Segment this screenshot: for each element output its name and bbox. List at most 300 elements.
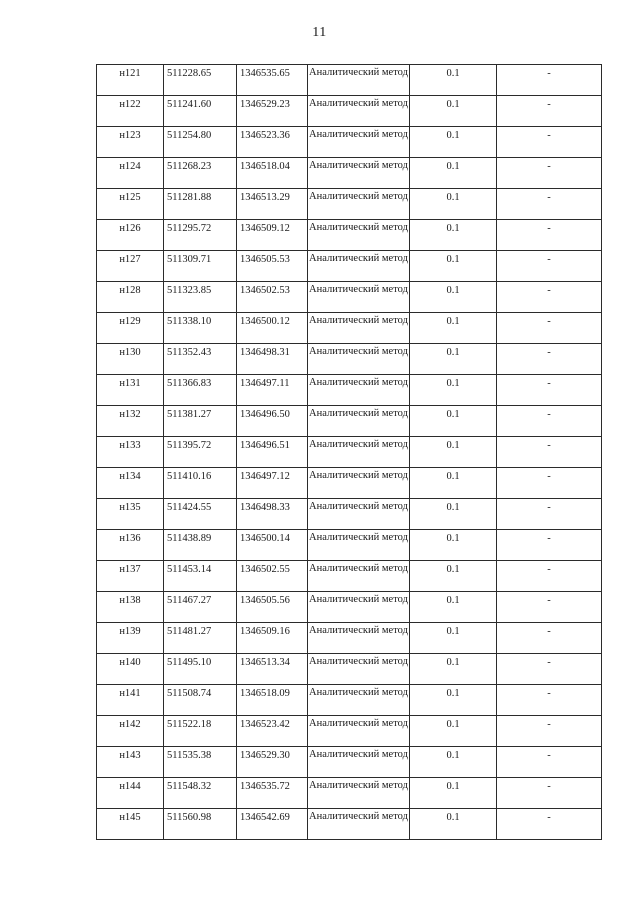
x-coordinate-cell [164,654,237,685]
point-id-text: н126 [119,223,141,234]
point-id-text: н134 [119,471,141,482]
accuracy-cell [410,530,497,561]
accuracy-text: 0.1 [446,750,460,761]
note-text: - [547,781,551,792]
note-text: - [547,316,551,327]
table-row [97,406,602,437]
x-coordinate-text: 511522.18 [167,719,212,730]
x-coordinate-text: 511281.88 [167,192,212,203]
y-coordinate-text: 1346498.31 [240,347,290,358]
accuracy-text: 0.1 [446,688,460,699]
x-coordinate-text: 511424.55 [167,502,212,513]
note-cell [497,809,602,840]
accuracy-text: 0.1 [446,285,460,296]
coordinates-table-body [97,65,602,840]
method-text: Аналитический метод [309,67,408,78]
note-cell [497,561,602,592]
x-coordinate-cell [164,96,237,127]
note-cell [497,313,602,344]
accuracy-cell [410,282,497,313]
point-id-text: н145 [119,812,141,823]
x-coordinate-text: 511381.27 [167,409,212,420]
x-coordinate-text: 511560.98 [167,812,212,823]
method-text: Аналитический метод [309,811,408,822]
method-cell [308,685,410,716]
point-id-cell [97,251,164,282]
x-coordinate-text: 511366.83 [167,378,212,389]
point-id-text: н143 [119,750,141,761]
y-coordinate-text: 1346502.53 [240,285,290,296]
method-cell [308,344,410,375]
accuracy-cell [410,313,497,344]
y-coordinate-text: 1346500.14 [240,533,290,544]
table-row [97,313,602,344]
table-row [97,96,602,127]
accuracy-text: 0.1 [446,161,460,172]
note-text: - [547,471,551,482]
accuracy-cell [410,344,497,375]
y-coordinate-text: 1346535.72 [240,781,290,792]
accuracy-cell [410,778,497,809]
y-coordinate-cell [237,530,308,561]
point-id-cell [97,747,164,778]
method-cell [308,747,410,778]
method-cell [308,561,410,592]
table-row [97,592,602,623]
y-coordinate-cell [237,809,308,840]
note-cell [497,654,602,685]
accuracy-cell [410,189,497,220]
x-coordinate-cell [164,65,237,96]
note-cell [497,344,602,375]
method-cell [308,778,410,809]
accuracy-text: 0.1 [446,781,460,792]
method-text: Аналитический метод [309,346,408,357]
y-coordinate-cell [237,468,308,499]
note-text: - [547,378,551,389]
note-text: - [547,68,551,79]
table-row [97,468,602,499]
y-coordinate-text: 1346513.34 [240,657,290,668]
x-coordinate-text: 511323.85 [167,285,212,296]
note-cell [497,189,602,220]
method-cell [308,375,410,406]
point-id-cell [97,716,164,747]
method-cell [308,65,410,96]
point-id-cell [97,623,164,654]
accuracy-cell [410,654,497,685]
accuracy-cell [410,685,497,716]
method-cell [308,716,410,747]
accuracy-text: 0.1 [446,719,460,730]
point-id-text: н142 [119,719,141,730]
note-text: - [547,595,551,606]
method-text: Аналитический метод [309,780,408,791]
point-id-text: н133 [119,440,141,451]
method-text: Аналитический метод [309,439,408,450]
x-coordinate-cell [164,251,237,282]
accuracy-cell [410,437,497,468]
point-id-cell [97,189,164,220]
note-text: - [547,130,551,141]
method-text: Аналитический метод [309,563,408,574]
accuracy-cell [410,375,497,406]
x-coordinate-text: 511254.80 [167,130,212,141]
table-row [97,561,602,592]
method-text: Аналитический метод [309,656,408,667]
method-cell [308,809,410,840]
method-cell [308,313,410,344]
y-coordinate-cell [237,158,308,189]
x-coordinate-text: 511410.16 [167,471,212,482]
method-text: Аналитический метод [309,315,408,326]
method-text: Аналитический метод [309,284,408,295]
table-row [97,530,602,561]
y-coordinate-cell [237,561,308,592]
method-cell [308,623,410,654]
note-text: - [547,564,551,575]
y-coordinate-cell [237,685,308,716]
point-id-cell [97,530,164,561]
accuracy-cell [410,592,497,623]
accuracy-cell [410,747,497,778]
accuracy-text: 0.1 [446,564,460,575]
x-coordinate-text: 511548.32 [167,781,212,792]
point-id-text: н127 [119,254,141,265]
x-coordinate-cell [164,623,237,654]
accuracy-text: 0.1 [446,471,460,482]
point-id-cell [97,499,164,530]
method-text: Аналитический метод [309,191,408,202]
y-coordinate-cell [237,189,308,220]
point-id-cell [97,654,164,685]
x-coordinate-text: 511309.71 [167,254,212,265]
x-coordinate-text: 511395.72 [167,440,212,451]
y-coordinate-text: 1346505.56 [240,595,290,606]
x-coordinate-cell [164,344,237,375]
method-cell [308,158,410,189]
point-id-cell [97,158,164,189]
coordinates-table [96,64,602,840]
y-coordinate-text: 1346497.11 [240,378,290,389]
accuracy-text: 0.1 [446,130,460,141]
accuracy-text: 0.1 [446,533,460,544]
x-coordinate-text: 511481.27 [167,626,212,637]
method-text: Аналитический метод [309,625,408,636]
note-text: - [547,347,551,358]
accuracy-text: 0.1 [446,626,460,637]
x-coordinate-cell [164,375,237,406]
y-coordinate-cell [237,778,308,809]
y-coordinate-text: 1346523.42 [240,719,290,730]
point-id-cell [97,437,164,468]
table-row [97,623,602,654]
note-cell [497,65,602,96]
accuracy-text: 0.1 [446,595,460,606]
method-text: Аналитический метод [309,470,408,481]
point-id-text: н137 [119,564,141,575]
method-cell [308,251,410,282]
table-row [97,716,602,747]
point-id-text: н123 [119,130,141,141]
x-coordinate-cell [164,561,237,592]
note-cell [497,778,602,809]
x-coordinate-cell [164,220,237,251]
accuracy-cell [410,499,497,530]
note-text: - [547,192,551,203]
table-row [97,654,602,685]
y-coordinate-text: 1346529.30 [240,750,290,761]
x-coordinate-cell [164,809,237,840]
y-coordinate-cell [237,406,308,437]
point-id-cell [97,685,164,716]
x-coordinate-text: 511453.14 [167,564,212,575]
method-text: Аналитический метод [309,253,408,264]
method-cell [308,406,410,437]
x-coordinate-text: 511467.27 [167,595,212,606]
accuracy-text: 0.1 [446,68,460,79]
note-cell [497,437,602,468]
table-row [97,344,602,375]
table-row [97,127,602,158]
y-coordinate-text: 1346496.50 [240,409,290,420]
accuracy-cell [410,158,497,189]
accuracy-cell [410,809,497,840]
method-text: Аналитический метод [309,98,408,109]
note-cell [497,747,602,778]
method-text: Аналитический метод [309,160,408,171]
accuracy-cell [410,468,497,499]
x-coordinate-text: 511495.10 [167,657,212,668]
method-cell [308,437,410,468]
note-text: - [547,99,551,110]
method-text: Аналитический метод [309,749,408,760]
point-id-text: н128 [119,285,141,296]
accuracy-text: 0.1 [446,347,460,358]
accuracy-text: 0.1 [446,316,460,327]
point-id-text: н122 [119,99,141,110]
note-text: - [547,409,551,420]
table-row [97,809,602,840]
y-coordinate-cell [237,65,308,96]
y-coordinate-cell [237,747,308,778]
note-text: - [547,750,551,761]
method-cell [308,96,410,127]
method-text: Аналитический метод [309,594,408,605]
method-cell [308,530,410,561]
x-coordinate-text: 511338.10 [167,316,212,327]
accuracy-cell [410,220,497,251]
y-coordinate-text: 1346518.04 [240,161,290,172]
y-coordinate-text: 1346529.23 [240,99,290,110]
y-coordinate-cell [237,344,308,375]
method-cell [308,127,410,158]
accuracy-text: 0.1 [446,254,460,265]
note-cell [497,251,602,282]
x-coordinate-cell [164,282,237,313]
page-number: 11 [312,25,327,40]
point-id-cell [97,468,164,499]
y-coordinate-cell [237,654,308,685]
note-text: - [547,161,551,172]
method-cell [308,654,410,685]
x-coordinate-cell [164,747,237,778]
point-id-cell [97,406,164,437]
note-cell [497,592,602,623]
accuracy-cell [410,406,497,437]
x-coordinate-cell [164,313,237,344]
x-coordinate-cell [164,592,237,623]
x-coordinate-cell [164,530,237,561]
point-id-text: н135 [119,502,141,513]
point-id-text: н121 [119,68,141,79]
point-id-text: н129 [119,316,141,327]
y-coordinate-text: 1346498.33 [240,502,290,513]
y-coordinate-cell [237,282,308,313]
method-text: Аналитический метод [309,377,408,388]
note-cell [497,158,602,189]
x-coordinate-cell [164,499,237,530]
note-text: - [547,285,551,296]
note-cell [497,468,602,499]
x-coordinate-cell [164,189,237,220]
accuracy-cell [410,251,497,282]
accuracy-text: 0.1 [446,223,460,234]
note-cell [497,406,602,437]
y-coordinate-cell [237,375,308,406]
method-text: Аналитический метод [309,129,408,140]
note-cell [497,220,602,251]
table-row [97,220,602,251]
point-id-cell [97,313,164,344]
note-text: - [547,657,551,668]
y-coordinate-text: 1346497.12 [240,471,290,482]
table-row [97,282,602,313]
x-coordinate-text: 511241.60 [167,99,212,110]
y-coordinate-text: 1346496.51 [240,440,290,451]
accuracy-text: 0.1 [446,502,460,513]
point-id-text: н140 [119,657,141,668]
y-coordinate-text: 1346518.09 [240,688,290,699]
point-id-text: н144 [119,781,141,792]
note-cell [497,716,602,747]
point-id-text: н125 [119,192,141,203]
accuracy-text: 0.1 [446,812,460,823]
method-text: Аналитический метод [309,408,408,419]
y-coordinate-cell [237,127,308,158]
y-coordinate-text: 1346523.36 [240,130,290,141]
method-text: Аналитический метод [309,501,408,512]
table-row [97,65,602,96]
y-coordinate-text: 1346535.65 [240,68,290,79]
y-coordinate-cell [237,592,308,623]
y-coordinate-cell [237,96,308,127]
y-coordinate-cell [237,716,308,747]
point-id-text: н132 [119,409,141,420]
table-row [97,251,602,282]
point-id-text: н130 [119,347,141,358]
point-id-cell [97,220,164,251]
point-id-cell [97,282,164,313]
table-row [97,685,602,716]
note-cell [497,127,602,158]
x-coordinate-cell [164,778,237,809]
y-coordinate-cell [237,220,308,251]
point-id-text: н138 [119,595,141,606]
method-cell [308,282,410,313]
method-text: Аналитический метод [309,718,408,729]
y-coordinate-cell [237,499,308,530]
note-cell [497,499,602,530]
x-coordinate-cell [164,437,237,468]
point-id-text: н141 [119,688,141,699]
y-coordinate-text: 1346505.53 [240,254,290,265]
method-text: Аналитический метод [309,687,408,698]
accuracy-text: 0.1 [446,378,460,389]
accuracy-text: 0.1 [446,192,460,203]
y-coordinate-text: 1346500.12 [240,316,290,327]
note-text: - [547,440,551,451]
accuracy-cell [410,561,497,592]
accuracy-cell [410,127,497,158]
method-text: Аналитический метод [309,532,408,543]
point-id-cell [97,127,164,158]
accuracy-text: 0.1 [446,440,460,451]
y-coordinate-cell [237,623,308,654]
y-coordinate-text: 1346513.29 [240,192,290,203]
table-row [97,437,602,468]
x-coordinate-cell [164,127,237,158]
accuracy-cell [410,96,497,127]
point-id-cell [97,809,164,840]
method-cell [308,592,410,623]
note-cell [497,623,602,654]
note-text: - [547,812,551,823]
note-cell [497,96,602,127]
accuracy-text: 0.1 [446,409,460,420]
note-text: - [547,719,551,730]
point-id-cell [97,65,164,96]
table-row [97,375,602,406]
note-text: - [547,502,551,513]
point-id-cell [97,344,164,375]
note-text: - [547,688,551,699]
accuracy-text: 0.1 [446,99,460,110]
note-text: - [547,223,551,234]
table-row [97,747,602,778]
y-coordinate-cell [237,251,308,282]
method-cell [308,468,410,499]
point-id-cell [97,375,164,406]
x-coordinate-text: 511535.38 [167,750,212,761]
x-coordinate-text: 511438.89 [167,533,212,544]
point-id-text: н131 [119,378,141,389]
y-coordinate-cell [237,437,308,468]
y-coordinate-cell [237,313,308,344]
method-cell [308,220,410,251]
x-coordinate-text: 511228.65 [167,68,212,79]
note-text: - [547,533,551,544]
x-coordinate-text: 511508.74 [167,688,212,699]
y-coordinate-text: 1346502.55 [240,564,290,575]
point-id-cell [97,96,164,127]
x-coordinate-cell [164,468,237,499]
y-coordinate-text: 1346542.69 [240,812,290,823]
x-coordinate-text: 511268.23 [167,161,212,172]
note-cell [497,530,602,561]
note-text: - [547,626,551,637]
method-text: Аналитический метод [309,222,408,233]
